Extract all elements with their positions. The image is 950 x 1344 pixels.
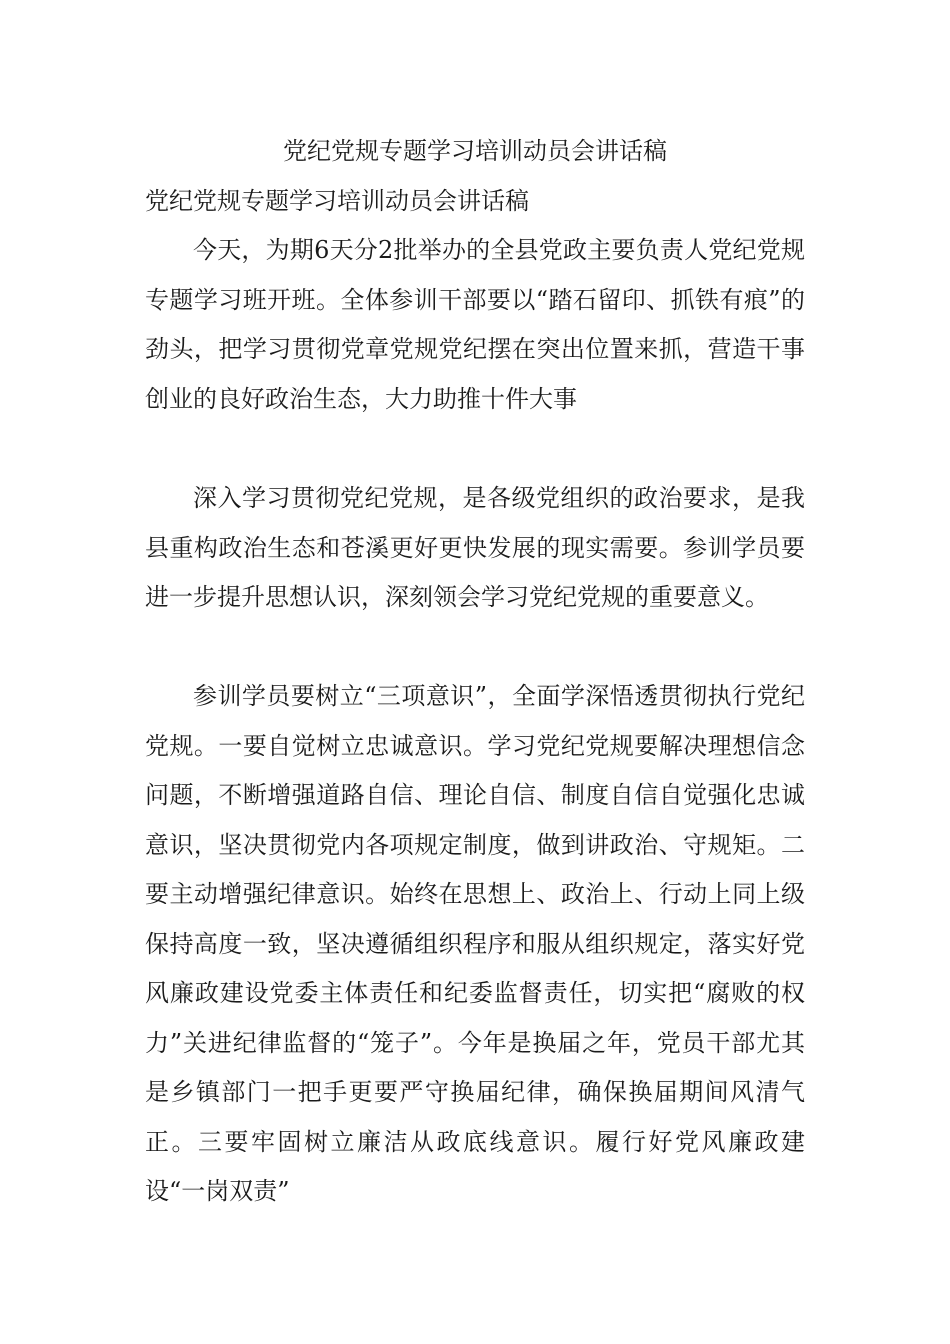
paragraph-significance: 深入学习贯彻党纪党规，是各级党组织的政治要求，是我县重构政治生态和苍溪更好更快发展的现实需要。参训学员要进一步提升思想认识，深刻领会学习党纪党规的重要意义。 [145,484,805,611]
paragraph-three-awareness: 参训学员要树立“三项意识”，全面学深悟透贯彻执行党纪党规。一要自觉树立忠诚意识。学习党纪党规要解决理想信念问题，不断增强道路自信、理论自信、制度自信自觉强化忠诚意识，坚决贯彻党内各项规定制度，做到讲政治、守规矩。二要主动增强纪律意识。始终在思想上、政治上、行动上同上级保持高度一致，坚决遵循组织程序和服从组织规定，落实好党风廉政建设党委主体责任和纪委监督责任，切实把“腐败的权力”关进纪律监督的“笼子”。今年是换届之年，党员干部尤其是乡镇部门一把手更要严守换届纪律，确保换届期间风清气正。三要牢固树立廉洁从政底线意识。履行好党风廉政建设“一岗双责” [145,682,805,1205]
document-subtitle: 党纪党规专题学习培训动员会讲话稿 [145,187,529,215]
paragraph-opening: 今天，为期6天分2批举办的全县党政主要负责人党纪党规专题学习班开班。全体参训干部要以“踏石留印、抓铁有痕”的劲头，把学习贯彻党章党规党纪摆在突出位置来抓，营造干事创业的良好政治生态，大力助推十件大事 [145,236,805,413]
document-title: 党纪党规专题学习培训动员会讲话稿 [283,137,667,165]
